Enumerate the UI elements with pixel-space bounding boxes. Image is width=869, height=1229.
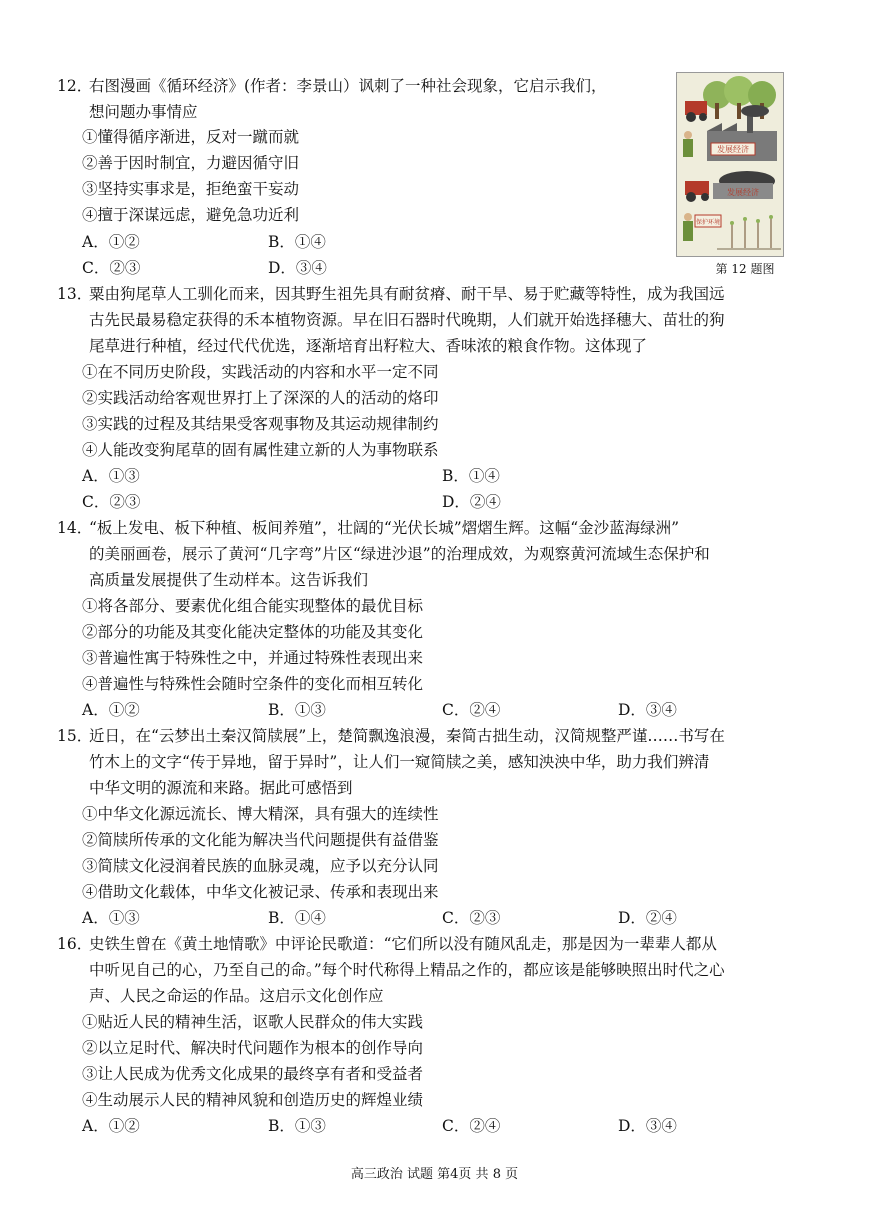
- question-16-stem-line-1: 史铁生曾在《黄土地情歌》中评论民歌道：“它们所以没有随风乱走，那是因为一辈辈人都从: [89, 935, 717, 953]
- question-16-option-c: C．②④: [442, 1117, 501, 1135]
- question-14-option-b: B．①③: [268, 701, 326, 719]
- question-12-item-1: ①懂得循序渐进，反对一蹴而就: [82, 128, 300, 146]
- question-12-stem-line-2: 想问题办事情应: [89, 103, 198, 121]
- question-16-item-2: ②以立足时代、解决时代问题作为根本的创作导向: [82, 1039, 424, 1057]
- question-14-stem-line-2: 的美丽画卷，展示了黄河“几字弯”片区“绿进沙退”的治理成效，为观察黄河流域生态保护和: [89, 545, 710, 563]
- question-14-item-1: ①将各部分、要素优化组合能实现整体的最优目标: [82, 597, 424, 615]
- question-13-stem-line-2: 古先民最易稳定获得的禾本植物资源。早在旧石器时代晚期，人们就开始选择穗大、苗壮的狗: [89, 311, 725, 329]
- question-13-stem-line-3: 尾草进行种植，经过代代优选，逐渐培育出籽粒大、香味浓的粮食作物。这体现了: [89, 337, 648, 355]
- comic-sign-3: 保护环境: [695, 219, 721, 226]
- question-14-item-3: ③普遍性寓于特殊性之中，并通过特殊性表现出来: [82, 649, 424, 667]
- question-13-option-c: C．②③: [82, 493, 141, 511]
- question-16-item-4: ④生动展示人民的精神风貌和创造历史的辉煌业绩: [82, 1091, 424, 1109]
- question-15-stem-line-2: 竹木上的文字“传于异地，留于异时”，让人们一窥简牍之美，感知泱泱中华，助力我们辨清: [89, 753, 710, 771]
- question-13-item-3: ③实践的过程及其结果受客观事物及其运动规律制约: [82, 415, 439, 433]
- question-16-option-d: D．③④: [618, 1117, 677, 1135]
- question-12-item-2: ②善于因时制宜，力避因循守旧: [82, 154, 300, 172]
- question-13-item-2: ②实践活动给客观世界打上了深深的人的活动的烙印: [82, 389, 439, 407]
- question-14-option-d: D．③④: [618, 701, 677, 719]
- question-13-option-a: A．①③: [82, 467, 140, 485]
- figure-caption: 第 12 题图: [715, 262, 775, 276]
- question-12-item-3: ③坚持实事求是，拒绝蛮干妄动: [82, 180, 300, 198]
- question-13-option-b: B．①④: [442, 467, 500, 485]
- comic-illustration: [676, 72, 784, 257]
- question-15-option-c: C．②③: [442, 909, 501, 927]
- question-15-option-b: B．①④: [268, 909, 326, 927]
- page-footer: 高三政治 试题 第4页 共 8 页: [350, 1167, 519, 1182]
- question-14-stem-line-1: “板上发电、板下种植、板间养殖”，壮阔的“光伏长城”熠熠生辉。这幅“金沙蓝海绿洲”: [89, 519, 680, 537]
- comic-sign-2: 发展经济: [727, 188, 759, 197]
- question-15-stem-line-1: 近日，在“云梦出土秦汉简牍展”上，楚简飘逸浪漫，秦简古拙生动，汉简规整严谨……书写在: [89, 727, 725, 745]
- comic-sign-1: 发展经济: [717, 145, 749, 154]
- question-14-stem-line-3: 高质量发展提供了生动样本。这告诉我们: [89, 571, 369, 589]
- question-12-option-a: A．①②: [82, 233, 140, 251]
- question-14-item-4: ④普遍性与特殊性会随时空条件的变化而相互转化: [82, 675, 424, 693]
- question-15-item-2: ②简牍所传承的文化能为解决当代问题提供有益借鉴: [82, 831, 439, 849]
- question-12-stem-line-1: 右图漫画《循环经济》(作者：李景山）讽刺了一种社会现象，它启示我们，: [89, 77, 607, 95]
- question-13-stem-line-1: 粟由狗尾草人工驯化而来，因其野生祖先具有耐贫瘠、耐干旱、易于贮藏等特性，成为我国远: [89, 285, 725, 303]
- question-15-item-1: ①中华文化源远流长、博大精深，具有强大的连续性: [82, 805, 439, 823]
- question-13-item-1: ①在不同历史阶段，实践活动的内容和水平一定不同: [82, 363, 439, 381]
- question-12-number: 12．: [57, 77, 93, 95]
- question-16-item-3: ③让人民成为优秀文化成果的最终享有者和受益者: [82, 1065, 424, 1083]
- question-14-option-a: A．①②: [82, 701, 140, 719]
- question-12-option-c: C．②③: [82, 259, 141, 277]
- question-15-option-d: D．②④: [618, 909, 677, 927]
- question-12-item-4: ④擅于深谋远虑，避免急功近利: [82, 206, 300, 224]
- question-15-stem-line-3: 中华文明的源流和来路。据此可感悟到: [89, 779, 353, 797]
- question-15-item-4: ④借助文化载体，中华文化被记录、传承和表现出来: [82, 883, 439, 901]
- question-13-option-d: D．②④: [442, 493, 501, 511]
- question-14-option-c: C．②④: [442, 701, 501, 719]
- question-15-item-3: ③简牍文化浸润着民族的血脉灵魂，应予以充分认同: [82, 857, 439, 875]
- question-12-option-b: B．①④: [268, 233, 326, 251]
- question-12-option-d: D．③④: [268, 259, 327, 277]
- question-16-option-b: B．①③: [268, 1117, 326, 1135]
- question-16-stem-line-2: 中听见自己的心，乃至自己的命。”每个时代称得上精品之作的，都应该是能够映照出时代之心: [89, 961, 725, 979]
- question-14-number: 14．: [57, 519, 93, 537]
- question-14-item-2: ②部分的功能及其变化能决定整体的功能及其变化: [82, 623, 424, 641]
- question-16-stem-line-3: 声、人民之命运的作品。这启示文化创作应: [89, 987, 384, 1005]
- question-15-option-a: A．①③: [82, 909, 140, 927]
- question-16-item-1: ①贴近人民的精神生活，讴歌人民群众的伟大实践: [82, 1013, 424, 1031]
- question-13-item-4: ④人能改变狗尾草的固有属性建立新的人为事物联系: [82, 441, 439, 459]
- question-13-number: 13．: [57, 285, 93, 303]
- question-16-option-a: A．①②: [82, 1117, 140, 1135]
- question-16-number: 16．: [57, 935, 93, 953]
- question-15-number: 15．: [57, 727, 93, 745]
